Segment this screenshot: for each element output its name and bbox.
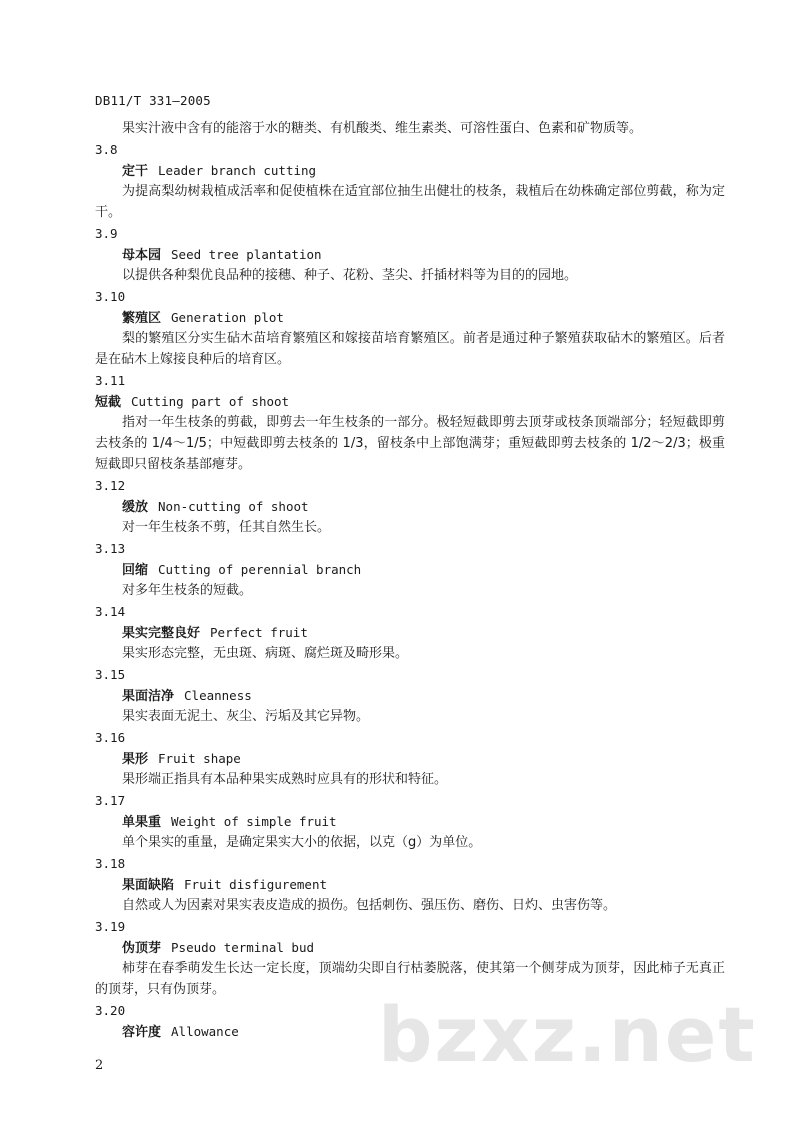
intro-paragraph: 果实汁液中含有的能溶于水的糖类、有机酸类、维生素类、可溶性蛋白、色素和矿物质等。 (122, 121, 643, 136)
term-entry (95, 853, 725, 916)
term-entry (95, 538, 725, 601)
term-chinese: 缓放 (122, 500, 149, 515)
term-definition: 柿芽在春季萌发生长达一定长度，顶端幼尖即自行枯萎脱落，使其第一个侧芽成为顶芽，因此柿子无真正的顶芽，只有伪顶芽。 (95, 961, 725, 997)
term-definition: 指对一年生枝条的剪截，即剪去一年生枝条的一部分。极轻短截即剪去顶芽或枝条顶端部分；轻短截即剪去枝条的 1/4～1/5；中短截即剪去枝条的 1/3，留枝条中上部饱满芽；重短截即剪去枝条的 1/2～2/3；极重短截即只留枝条基部瘪芽。 (95, 415, 725, 472)
term-entry (95, 139, 725, 223)
term-definition: 对一年生枝条不剪，任其自然生长。 (122, 520, 331, 535)
term-english: Fruit disfigurement (184, 877, 328, 892)
term-title (95, 811, 725, 832)
term-chinese: 容许度 (122, 1025, 162, 1040)
term-number: 3.11 (95, 373, 126, 388)
term-number: 3.8 (95, 142, 118, 157)
term-entry (95, 916, 725, 1000)
term-chinese: 果面缺陷 (122, 878, 175, 893)
term-title (95, 874, 725, 895)
site-watermark: bzxz.net (378, 990, 757, 1079)
term-english: Allowance (171, 1024, 239, 1039)
term-english: Cutting part of shoot (131, 394, 290, 409)
term-definition: 梨的繁殖区分实生砧木苗培育繁殖区和嫁接苗培育繁殖区。前者是通过种子繁殖获取砧木的繁殖区。后者是在砧木上嫁接良种后的培育区。 (95, 331, 725, 367)
term-chinese: 果面洁净 (122, 689, 175, 704)
term-english: Cleanness (184, 688, 252, 703)
page-number: 2 (95, 1058, 104, 1073)
term-number: 3.20 (95, 1003, 126, 1018)
term-chinese: 定干 (122, 164, 149, 179)
document-body (95, 118, 725, 1042)
term-title (95, 559, 725, 580)
term-title (95, 496, 725, 517)
term-definition: 自然或人为因素对果实表皮造成的损伤。包括刺伤、强压伤、磨伤、日灼、虫害伤等。 (122, 898, 617, 913)
term-definition: 果实表面无泥土、灰尘、污垢及其它异物。 (122, 709, 370, 724)
term-definition: 单个果实的重量，是确定果实大小的依据，以克（g）为单位。 (122, 835, 482, 850)
term-title (95, 622, 725, 643)
term-number: 3.16 (95, 730, 126, 745)
term-title (95, 160, 725, 181)
term-chinese: 果实完整良好 (122, 626, 201, 641)
term-english: Cutting of perennial branch (158, 562, 362, 577)
term-title (95, 685, 725, 706)
term-english: Non-cutting of shoot (158, 499, 309, 514)
term-number: 3.18 (95, 856, 126, 871)
term-english: Pseudo terminal bud (171, 940, 315, 955)
term-title (95, 244, 725, 265)
term-entry (95, 475, 725, 538)
term-entry (95, 223, 725, 286)
term-chinese: 单果重 (122, 815, 162, 830)
term-english: Perfect fruit (210, 625, 308, 640)
term-number: 3.15 (95, 667, 126, 682)
term-title (95, 748, 725, 769)
term-definition: 对多年生枝条的短截。 (122, 583, 253, 598)
term-chinese: 母本园 (122, 248, 162, 263)
term-number: 3.17 (95, 793, 126, 808)
term-definition: 果实形态完整，无虫斑、病斑、腐烂斑及畸形果。 (122, 646, 409, 661)
term-number: 3.12 (95, 478, 126, 493)
term-entry (95, 727, 725, 790)
term-number: 3.10 (95, 289, 126, 304)
term-entry (95, 664, 725, 727)
term-definition: 果形端正指具有本品种果实成熟时应具有的形状和特征。 (122, 772, 448, 787)
term-english: Weight of simple fruit (171, 814, 337, 829)
term-title (95, 937, 725, 958)
term-number: 3.13 (95, 541, 126, 556)
term-entry (95, 370, 725, 475)
term-entry (95, 790, 725, 853)
term-title (95, 391, 725, 412)
term-chinese: 短截 (95, 395, 122, 410)
term-title (95, 307, 725, 328)
term-english: Fruit shape (158, 751, 241, 766)
term-definition: 为提高梨幼树栽植成活率和促使植株在适宜部位抽生出健壮的枝条，栽植后在幼株确定部位剪截，称为定干。 (95, 184, 725, 220)
term-english: Seed tree plantation (171, 247, 322, 262)
term-number: 3.19 (95, 919, 126, 934)
term-entry (95, 286, 725, 370)
term-entry (95, 601, 725, 664)
term-chinese: 回缩 (122, 563, 149, 578)
term-number: 3.14 (95, 604, 126, 619)
term-chinese: 果形 (122, 752, 149, 767)
term-chinese: 伪顶芽 (122, 941, 162, 956)
term-chinese: 繁殖区 (122, 311, 162, 326)
document-id-header: DB11/T 331—2005 (95, 93, 211, 108)
term-number: 3.9 (95, 226, 118, 241)
term-english: Generation plot (171, 310, 284, 325)
term-definition: 以提供各种梨优良品种的接穗、种子、花粉、茎尖、扦插材料等为目的的园地。 (122, 268, 578, 283)
term-english: Leader branch cutting (158, 163, 317, 178)
